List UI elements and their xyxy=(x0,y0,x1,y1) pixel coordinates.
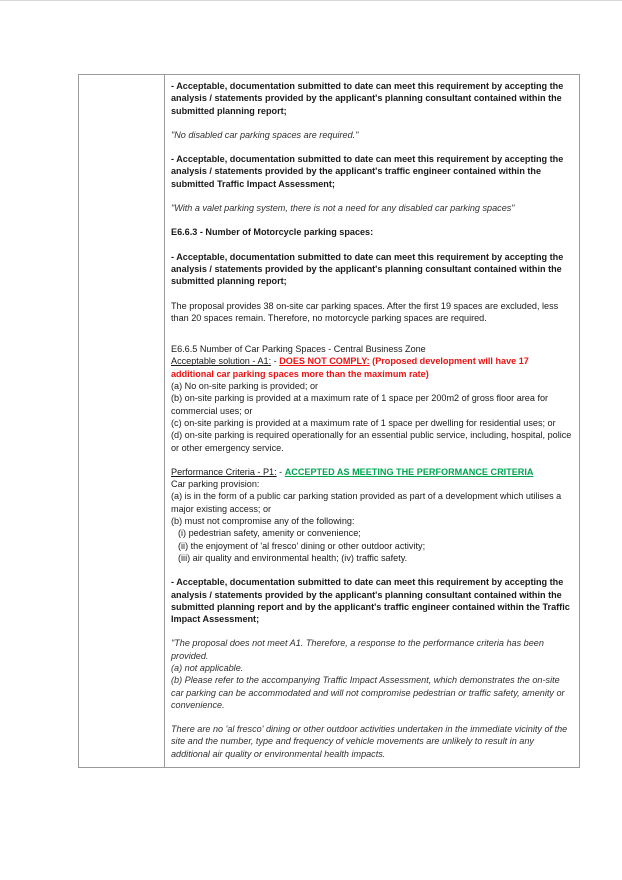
clause-p1-b: (b) must not compromise any of the following: xyxy=(171,516,355,527)
clause-p1-b-iii: (iii) air quality and environmental health; (iv) traffic safety. xyxy=(178,552,408,563)
quote-proposal-response-line1: "The proposal does not meet A1. Therefore, a response to the performance criteria has been provided. xyxy=(171,638,544,661)
separator-dash: - xyxy=(276,466,285,477)
quote-proposal-response-line3: (b) Please refer to the accompanying Traffic Impact Assessment, which demonstrates the on-site car parking can be accommodated and will not compromise pedestrian or traffic safety, amenity or convenience. xyxy=(171,675,565,710)
paragraph-proposal-motorcycle-spaces: The proposal provides 38 on-site car parking spaces. After the first 19 spaces are excluded, less than 20 spaces remain. Therefore, no motorcycle parking spaces are required. xyxy=(171,300,559,323)
paragraph-spacer xyxy=(171,564,573,576)
paragraph-spacer xyxy=(171,117,573,129)
paragraph-spacer xyxy=(171,711,573,723)
clause-p1-b-ii: (ii) the enjoyment of 'al fresco' dining or other outdoor activity; xyxy=(178,540,426,551)
paragraph-spacer xyxy=(171,239,573,251)
assessment-body xyxy=(171,80,573,760)
clause-a1-c: (c) on-site parking is provided at a maximum rate of 1 space per dwelling for residential uses; or xyxy=(171,417,556,428)
clause-p1-a: (a) is in the form of a public car parking station provided as part of a development which utilises a major existing access; or xyxy=(171,491,562,514)
status-accepted-performance-criteria: ACCEPTED AS MEETING THE PERFORMANCE CRITERIA xyxy=(284,466,534,477)
label-acceptable-solution-a1: Acceptable solution - A1: xyxy=(171,356,272,367)
label-car-parking-provision: Car parking provision: xyxy=(171,479,260,490)
paragraph-performance-criteria-p1 xyxy=(171,466,573,478)
paragraph-acceptable-planning-1: - Acceptable, documentation submitted to date can meet this requirement by accepting the analysis / statements provided by the applicant's planning consultant contained within the submitted planning report; xyxy=(171,81,564,116)
clause-a1-a: (a) No on-site parking is provided; or xyxy=(171,381,319,392)
paragraph-spacer xyxy=(171,454,573,466)
paragraph-acceptable-combined: - Acceptable, documentation submitted to date can meet this requirement by accepting the analysis / statements provided by the applicant's planning consultant contained within the submitted planning report and by the applicant's traffic engineer contained within the Traffic Impact Assessment; xyxy=(171,577,570,625)
clause-a1-b: (b) on-site parking is provided at a maximum rate of 1 space per 200m2 of gross floor area for commercial uses; or xyxy=(171,393,549,416)
label-performance-criteria-p1: Performance Criteria - P1: xyxy=(171,466,277,477)
paragraph-spacer xyxy=(171,214,573,226)
paragraph-spacer xyxy=(171,288,573,300)
paragraph-spacer xyxy=(171,625,573,637)
assessment-table xyxy=(78,74,580,768)
table-row xyxy=(79,75,580,768)
table-cell-criteria-column xyxy=(79,75,165,768)
quote-valet-parking: "With a valet parking system, there is not a need for any disabled car parking spaces" xyxy=(171,203,515,214)
heading-e665-car-parking: E6.6.5 Number of Car Parking Spaces - Central Business Zone xyxy=(171,344,426,355)
status-does-not-comply: DOES NOT COMPLY: xyxy=(279,356,370,367)
paragraph-spacer xyxy=(171,324,573,343)
heading-e663-motorcycle: E6.6.3 - Number of Motorcycle parking spaces: xyxy=(171,227,374,238)
table-cell-assessment-column xyxy=(165,75,580,768)
clause-p1-b-i: (i) pedestrian safety, amenity or convenience; xyxy=(178,528,361,539)
paragraph-acceptable-solution-a1 xyxy=(171,355,573,380)
quote-no-disabled-spaces: "No disabled car parking spaces are required." xyxy=(171,129,359,140)
clause-a1-d: (d) on-site parking is required operationally for an essential public service, including, hospital, police or other emergency service. xyxy=(171,430,572,453)
paragraph-spacer xyxy=(171,141,573,153)
paragraph-acceptable-planning-2: - Acceptable, documentation submitted to date can meet this requirement by accepting the analysis / statements provided by the applicant's planning consultant contained within the submitted planning report; xyxy=(171,251,564,287)
paragraph-acceptable-traffic: - Acceptable, documentation submitted to date can meet this requirement by accepting the analysis / statements provided by the applicant's traffic engineer contained within the submitted Traffic Impact Assessment; xyxy=(171,154,564,189)
quote-al-fresco-impacts: There are no 'al fresco' dining or other outdoor activities undertaken in the immediate vicinity of the site and the number, type and frequency of vehicle movements are unlikely to result in any additional air quality or environmental health impacts. xyxy=(171,724,568,759)
separator-dash: - xyxy=(271,356,280,367)
quote-proposal-response-line2: (a) not applicable. xyxy=(171,662,244,673)
paragraph-spacer xyxy=(171,190,573,202)
status-does-not-comply-detail: (Proposed development will have 17 additional car parking spaces more than the maximum rate) xyxy=(171,356,529,379)
